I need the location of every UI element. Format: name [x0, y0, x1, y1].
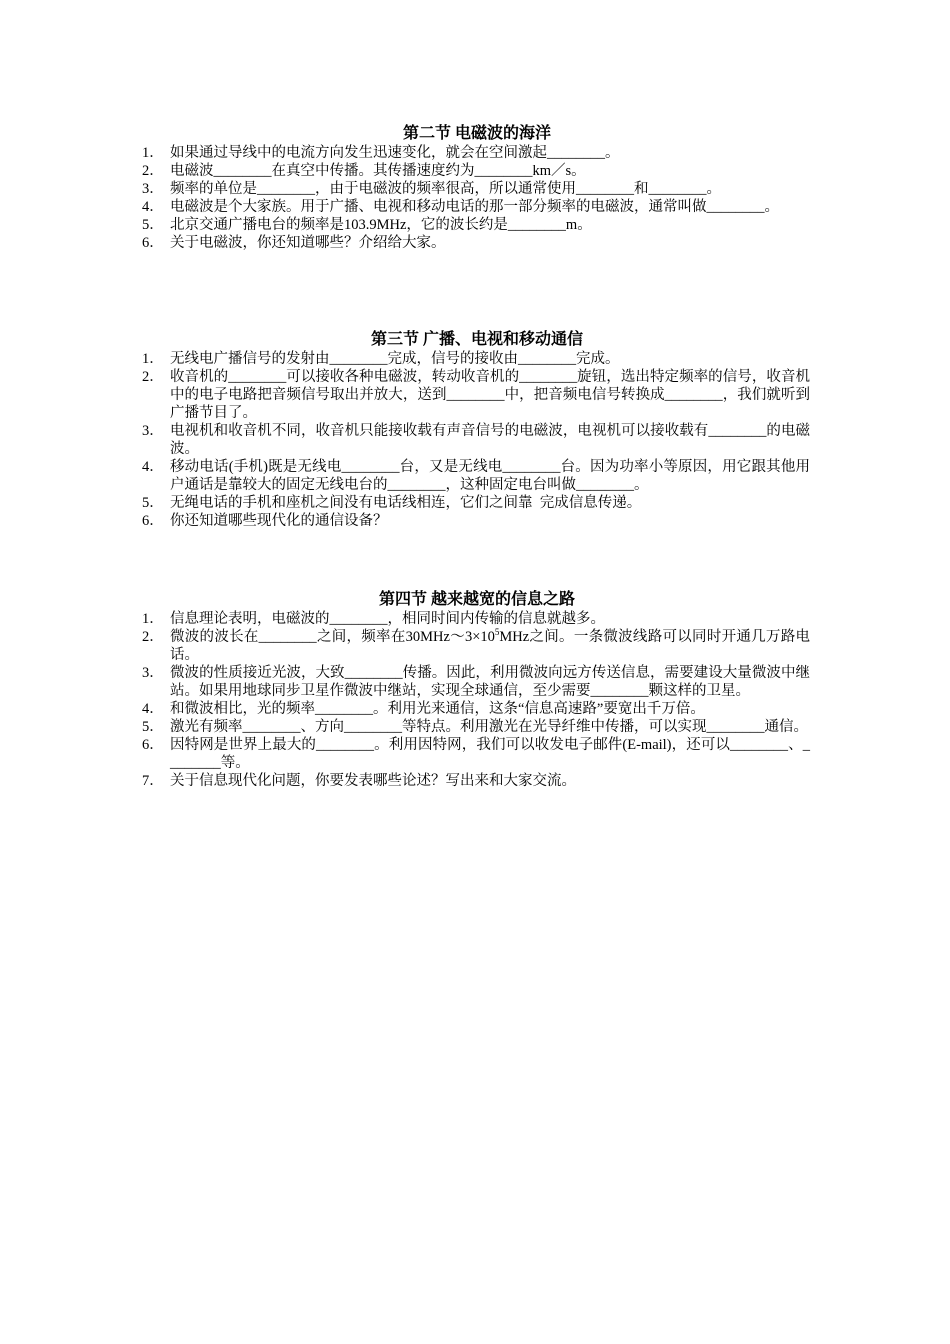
item-text-post: MHz之间。一条微波线路可以同时开通几万路电话。 — [170, 629, 810, 663]
section-electromagnetic-waves — [142, 124, 810, 252]
item-text: 移动电话(手机)既是无线电________台，又是无线电________台。因为功率小等原因，用它跟其他用户通话是靠较大的固定无线电台的________，这种固定电台叫做________。 — [170, 459, 810, 493]
item-number: 3． — [142, 181, 164, 197]
item-number: 4． — [142, 199, 164, 215]
item-number: 2． — [142, 369, 164, 385]
item-text: 无绳电话的手机和座机之间没有电话线相连，它们之间靠 完成信息传递。 — [170, 495, 642, 511]
list-item — [142, 458, 810, 494]
section-information-highway — [142, 590, 810, 790]
item-text: 电磁波是个大家族。用于广播、电视和移动电话的那一部分频率的电磁波，通常叫做________。 — [170, 199, 779, 215]
item-number: 4． — [142, 459, 164, 475]
item-number: 6． — [142, 513, 164, 529]
item-text: 因特网是世界上最大的________。利用因特网，我们可以收发电子邮件(E-mail)，还可以________、________等。 — [170, 737, 810, 771]
list-item — [142, 700, 810, 718]
item-number: 6． — [142, 235, 164, 251]
item-text: 关于电磁波，你还知道哪些？介绍给大家。 — [170, 235, 446, 251]
item-text: 激光有频率________、方向________等特点。利用激光在光导纤维中传播，可以实现________通信。 — [170, 719, 808, 735]
item-text: 微波的性质接近光波，大致________传播。因此，利用微波向远方传送信息，需要建设大量微波中继站。如果用地球同步卫星作微波中继站，实现全球通信，至少需要________颗这样的卫星。 — [170, 665, 810, 699]
item-number: 3． — [142, 423, 164, 439]
item-number: 1． — [142, 611, 164, 627]
item-number: 2． — [142, 163, 164, 179]
item-text: 信息理论表明，电磁波的________，相同时间内传输的信息就越多。 — [170, 611, 605, 627]
list-item — [142, 512, 810, 530]
item-number: 1． — [142, 145, 164, 161]
list-item — [142, 610, 810, 628]
item-number: 5． — [142, 217, 164, 233]
list-item — [142, 180, 810, 198]
list-item — [142, 718, 810, 736]
list-item — [142, 736, 810, 772]
list-item — [142, 494, 810, 512]
section-broadcast-tv-mobile — [142, 330, 810, 530]
item-number: 7． — [142, 773, 164, 789]
superscript-exponent: 5 — [494, 627, 500, 638]
item-text: 如果通过导线中的电流方向发生迅速变化，就会在空间激起________。 — [170, 145, 620, 161]
section-title: 第二节 电磁波的海洋 — [402, 125, 551, 142]
list-item — [142, 216, 810, 234]
item-text — [170, 628, 810, 664]
list-item — [142, 628, 810, 664]
item-text: 频率的单位是________，由于电磁波的频率很高，所以通常使用________和________。 — [170, 181, 721, 197]
section-title: 第三节 广播、电视和移动通信 — [370, 331, 583, 348]
item-text-pre: 微波的波长在________之间，频率在30MHz～3×10 — [170, 629, 495, 645]
item-text: 和微波相比，光的频率________。利用光来通信，这条“信息高速路”要宽出千万倍。 — [170, 701, 705, 717]
item-number: 4． — [142, 701, 164, 717]
item-text: 无线电广播信号的发射由________完成，信号的接收由________完成。 — [170, 351, 620, 367]
list-item — [142, 198, 810, 216]
list-item — [142, 350, 810, 368]
list-item — [142, 422, 810, 458]
item-number: 5． — [142, 495, 164, 511]
item-number: 6． — [142, 737, 164, 753]
list-item — [142, 162, 810, 180]
section-title: 第四节 越来越宽的信息之路 — [378, 591, 575, 608]
item-text: 电视机和收音机不同，收音机只能接收载有声音信号的电磁波，电视机可以接收载有________的电磁波。 — [170, 423, 810, 457]
list-item — [142, 144, 810, 162]
item-number: 5． — [142, 719, 164, 735]
item-text: 关于信息现代化问题，你要发表哪些论述？写出来和大家交流。 — [170, 773, 576, 789]
item-text: 收音机的________可以接收各种电磁波，转动收音机的________旋钮，选出特定频率的信号，收音机中的电子电路把音频信号取出并放大，送到________中，把音频电信号转换成________，我们就听到广播节目了。 — [170, 369, 810, 421]
list-item — [142, 368, 810, 422]
item-text: 北京交通广播电台的频率是103.9MHz，它的波长约是________m。 — [170, 217, 592, 233]
item-number: 3． — [142, 665, 164, 681]
list-item — [142, 234, 810, 252]
item-number: 1． — [142, 351, 164, 367]
list-item — [142, 664, 810, 700]
item-text: 电磁波________在真空中传播。其传播速度约为________km／s。 — [170, 163, 586, 179]
list-item — [142, 772, 810, 790]
item-text: 你还知道哪些现代化的通信设备？ — [170, 513, 388, 529]
item-number: 2． — [142, 629, 164, 645]
